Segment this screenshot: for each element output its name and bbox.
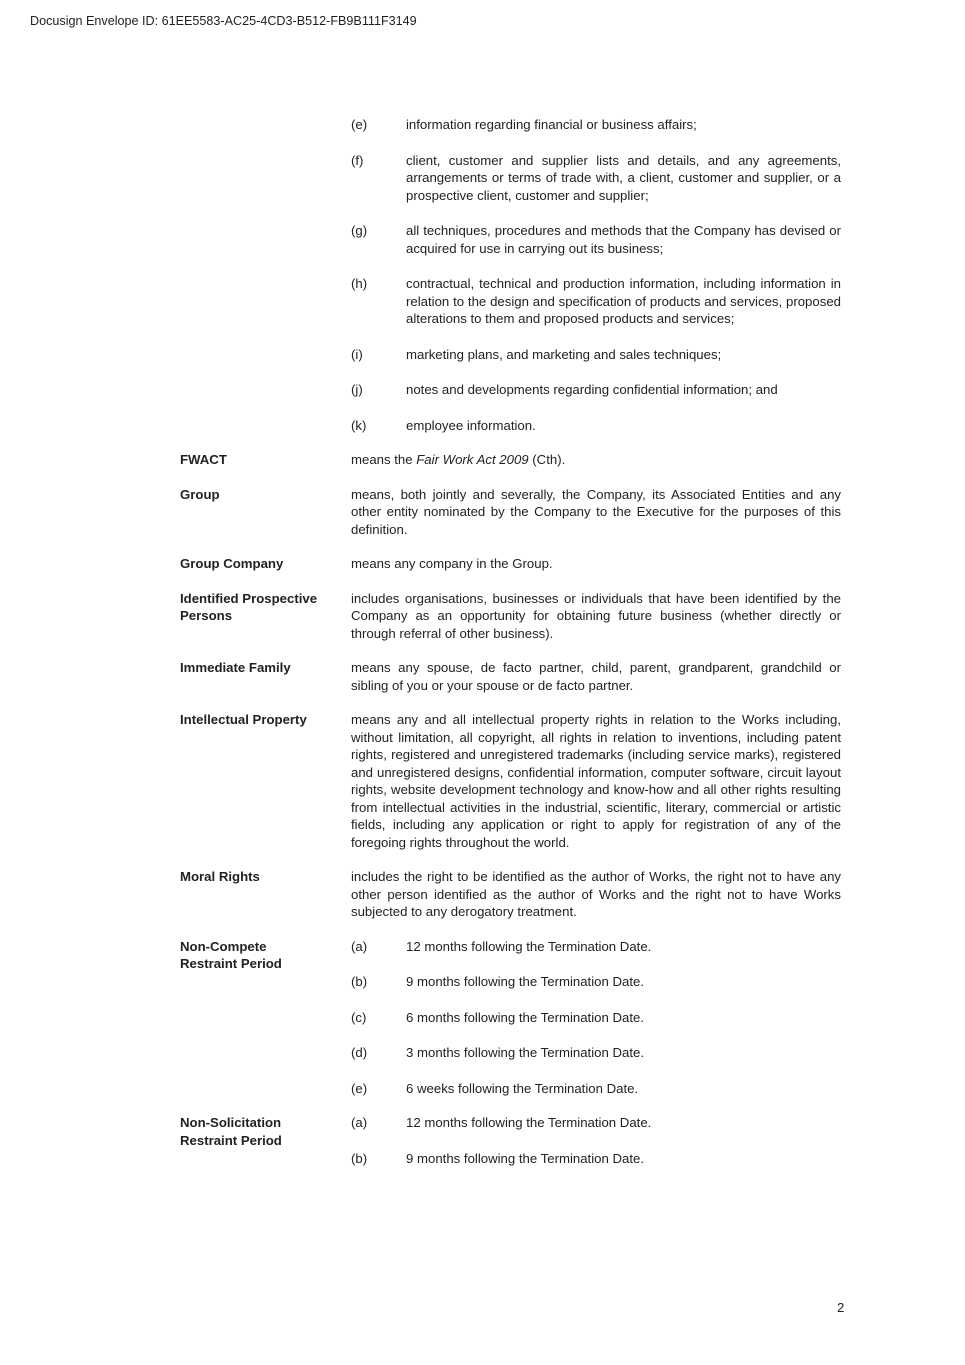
definition-term xyxy=(180,659,351,694)
list-item-text: 9 months following the Termination Date. xyxy=(406,974,644,989)
definition-term xyxy=(180,1114,351,1167)
definition-row-moral-rights xyxy=(180,868,841,921)
list-marker: (c) xyxy=(351,1009,367,1025)
list-marker: (j) xyxy=(351,382,363,397)
list-item-text: 3 months following the Termination Date. xyxy=(406,1045,644,1060)
list-marker: (i) xyxy=(351,346,363,362)
definition-row-non-compete-restraint-period xyxy=(180,938,841,1098)
list-item-text: 9 months following the Termination Date. xyxy=(406,1150,644,1166)
lettered-list xyxy=(351,116,841,434)
term-line: Identified Prospective xyxy=(180,590,318,606)
definition-row-identified-prospective-persons xyxy=(180,590,841,643)
definition-row-intellectual-property xyxy=(180,711,841,851)
list-marker: (b) xyxy=(351,1150,368,1166)
list-marker: (a) xyxy=(351,938,368,954)
term-line: Group Company xyxy=(180,556,284,571)
list-item-text: client, customer and supplier lists and details, and any agreements, arrangements or terms of trade with, a client, customer and supplier, or a prospective client, customer and supplier; xyxy=(406,152,841,203)
list-item xyxy=(351,1150,841,1168)
list-item xyxy=(351,152,841,205)
definition-row-group-company xyxy=(180,555,841,573)
list-item-text: 6 weeks following the Termination Date. xyxy=(406,1080,639,1096)
list-item-text: 12 months following the Termination Date. xyxy=(406,1115,652,1130)
definition-term xyxy=(180,555,351,573)
term-line: Persons xyxy=(180,608,233,623)
list-marker: (g) xyxy=(351,223,368,238)
list-marker: (e) xyxy=(351,1080,368,1096)
list-item-text: all techniques, procedures and methods that the Company has devised or acquired for use in carrying out its business; xyxy=(406,223,841,256)
definition-term xyxy=(180,711,351,851)
list-item-text: marketing plans, and marketing and sales techniques; xyxy=(406,346,722,362)
list-item-text: notes and developments regarding confidential information; and xyxy=(406,382,778,397)
list-marker: (a) xyxy=(351,1115,368,1130)
list-item xyxy=(351,381,841,399)
term-line: Restraint Period xyxy=(180,956,282,971)
list-item xyxy=(351,1009,841,1027)
definition-text: means the Fair Work Act 2009 (Cth). xyxy=(351,452,566,467)
definition-text: means, both jointly and severally, the Company, its Associated Entities and any other entity nominated by the Company to the Executive for the purposes of this definition. xyxy=(351,486,841,537)
term-line: Restraint Period xyxy=(180,1132,282,1148)
list-item xyxy=(351,116,841,134)
list-item xyxy=(351,222,841,257)
definition-row-group xyxy=(180,486,841,539)
list-marker: (e) xyxy=(351,117,368,132)
list-item xyxy=(351,417,841,435)
term-line: Intellectual Property xyxy=(180,712,307,727)
list-item-text: contractual, technical and production information, including information in relation to the design and specification of products and services, proposed alterations to them and proposed products and services; xyxy=(406,276,841,326)
definition-text: includes organisations, businesses or individuals that have been identified by the Company as an opportunity for obtaining future business (whether directly or through referral of other business). xyxy=(351,590,841,641)
list-item-text: information regarding financial or business affairs; xyxy=(406,117,697,132)
italic-act-title: Fair Work Act 2009 xyxy=(416,452,529,467)
list-item xyxy=(351,1044,841,1062)
list-item xyxy=(351,1114,841,1132)
term-line: Immediate Family xyxy=(180,660,291,675)
list-item-text: employee information. xyxy=(406,417,536,433)
list-marker: (f) xyxy=(351,152,364,168)
page-number: 2 xyxy=(837,1300,845,1315)
list-item xyxy=(351,1080,841,1098)
list-marker: (d) xyxy=(351,1045,368,1060)
definition-text: means any and all intellectual property rights in relation to the Works including, without limitation, all copyright, all rights in relation to inventions, including patent rights, registered and unregistered trademarks (including service marks), registered and unregistered designs, confidential information, computer software, circuit layout rights, website development technology and know-how and all other rights resulting from intellectual activities in the industrial, scientific, literary, commercial or artistic fields, including any application or right to apply for registration of any of the foregoing rights throughout the world. xyxy=(351,712,841,850)
definition-text: means any company in the Group. xyxy=(351,556,553,571)
list-marker: (k) xyxy=(351,417,367,433)
list-item-text: 6 months following the Termination Date. xyxy=(406,1009,644,1025)
definition-row-non-solicitation-restraint-period xyxy=(180,1114,841,1167)
definition-text: means any spouse, de facto partner, child, parent, grandparent, grandchild or sibling of you or your spouse or de facto partner. xyxy=(351,660,841,693)
definition-row-lettered-list xyxy=(180,116,841,434)
list-item-text: 12 months following the Termination Date. xyxy=(406,938,652,954)
definitions-section xyxy=(180,116,841,1184)
list-item xyxy=(351,275,841,328)
list-item xyxy=(351,973,841,991)
definition-term xyxy=(180,486,351,539)
term-line: FWACT xyxy=(180,452,227,467)
term-line: Group xyxy=(180,486,220,502)
definition-row-immediate-family xyxy=(180,659,841,694)
term-line: Moral Rights xyxy=(180,869,260,884)
definition-text: includes the right to be identified as the author of Works, the right not to have any other person identified as the author of Works and the right not to have Works subjected to any derogatory treatment. xyxy=(351,869,841,919)
list-item xyxy=(351,346,841,364)
definition-term xyxy=(180,868,351,921)
term-line: Non-Solicitation xyxy=(180,1115,282,1130)
definition-row-fwact xyxy=(180,451,841,469)
term-line: Non-Compete xyxy=(180,938,267,954)
term-spacer xyxy=(180,116,351,434)
list-item xyxy=(351,938,841,956)
list-marker: (h) xyxy=(351,276,368,291)
docusign-envelope-id: Docusign Envelope ID: 61EE5583-AC25-4CD3-B512-FB9B111F3149 xyxy=(30,14,417,28)
definition-term xyxy=(180,451,351,469)
list-marker: (b) xyxy=(351,974,368,989)
definition-term xyxy=(180,590,351,643)
definition-term xyxy=(180,938,351,1098)
